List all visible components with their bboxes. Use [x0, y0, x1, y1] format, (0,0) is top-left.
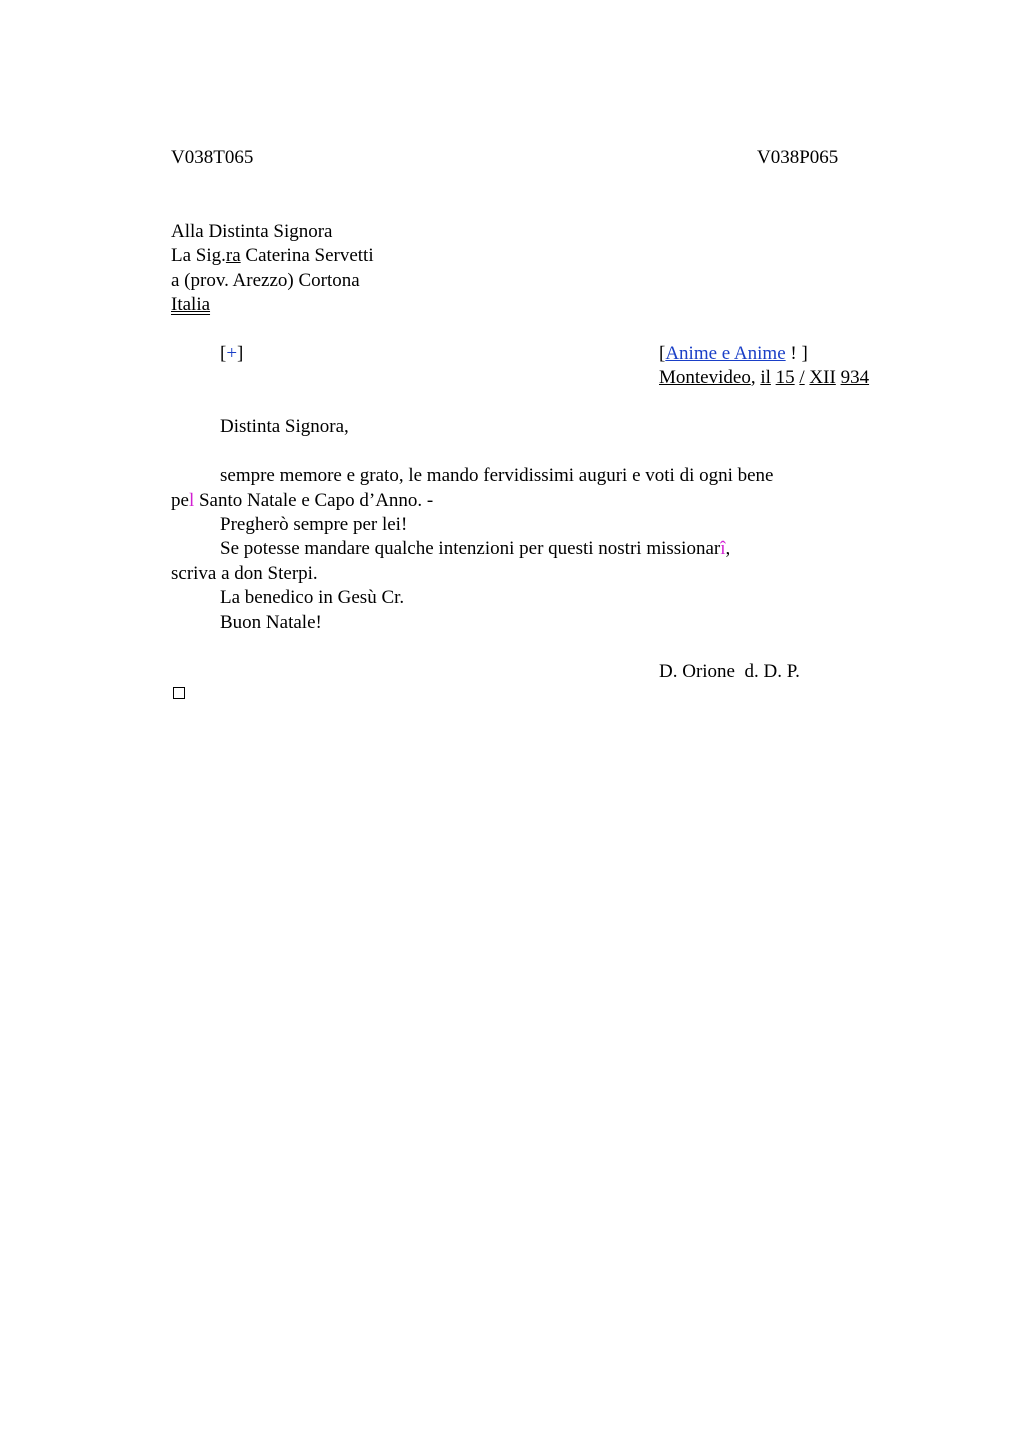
place: Montevideo [659, 367, 751, 388]
motto [659, 342, 808, 366]
highlighted-letter: l [188, 490, 195, 511]
paragraph-4: La benedico in Gesù Cr. [220, 587, 405, 608]
date-slash: / [799, 367, 805, 388]
paragraph-3-line-1 [220, 537, 730, 561]
text-fragment: Se potesse mandare qualche intenzioni per questi nostri missionar [220, 538, 721, 559]
document-code-right: V038P065 [757, 147, 839, 168]
highlighted-letter: î [720, 538, 726, 559]
salutation: Distinta Signora, [220, 416, 349, 437]
document-code-left: V038T065 [171, 147, 254, 168]
text-fragment: , [725, 538, 731, 559]
paragraph-5: Buon Natale! [220, 612, 322, 633]
date-il: il [760, 367, 771, 388]
place-comma: , [750, 367, 761, 388]
date-day: 15 [775, 367, 795, 388]
address-country: Italia [171, 294, 211, 315]
address-title-suffix: ra [225, 245, 241, 266]
place-date [659, 366, 869, 390]
motto-bracket-close: ! ] [785, 343, 808, 364]
address-name: Caterina Servetti [240, 245, 374, 266]
paragraph-2: Pregherò sempre per lei! [220, 514, 408, 535]
cross-icon: + [226, 343, 238, 364]
address-line-1: Alla Distinta Signora [171, 221, 333, 242]
signature: D. Orione d. D. P. [659, 661, 800, 682]
paragraph-1-line-2 [171, 489, 433, 513]
text-fragment: pe [171, 490, 189, 511]
motto-link[interactable]: Anime e Anime [665, 343, 786, 364]
address-title-prefix: La Sig. [171, 245, 226, 266]
bracket-close: ] [237, 343, 244, 364]
address-line-2 [171, 244, 374, 268]
date-month: XII [809, 367, 836, 388]
bracket-open: [ [220, 343, 227, 364]
text-fragment: Santo Natale e Capo d’Anno. - [194, 490, 434, 511]
motto-bracket-open: [ [659, 343, 666, 364]
address-line-3: a (prov. Arezzo) Cortona [171, 270, 360, 291]
end-box-icon [173, 687, 185, 699]
paragraph-3-line-2: scriva a don Sterpi. [171, 563, 318, 584]
cross-mark [220, 342, 243, 366]
date-year: 934 [840, 367, 870, 388]
paragraph-1-line-1: sempre memore e grato, le mando fervidissimi auguri e voti di ogni bene [220, 465, 774, 486]
